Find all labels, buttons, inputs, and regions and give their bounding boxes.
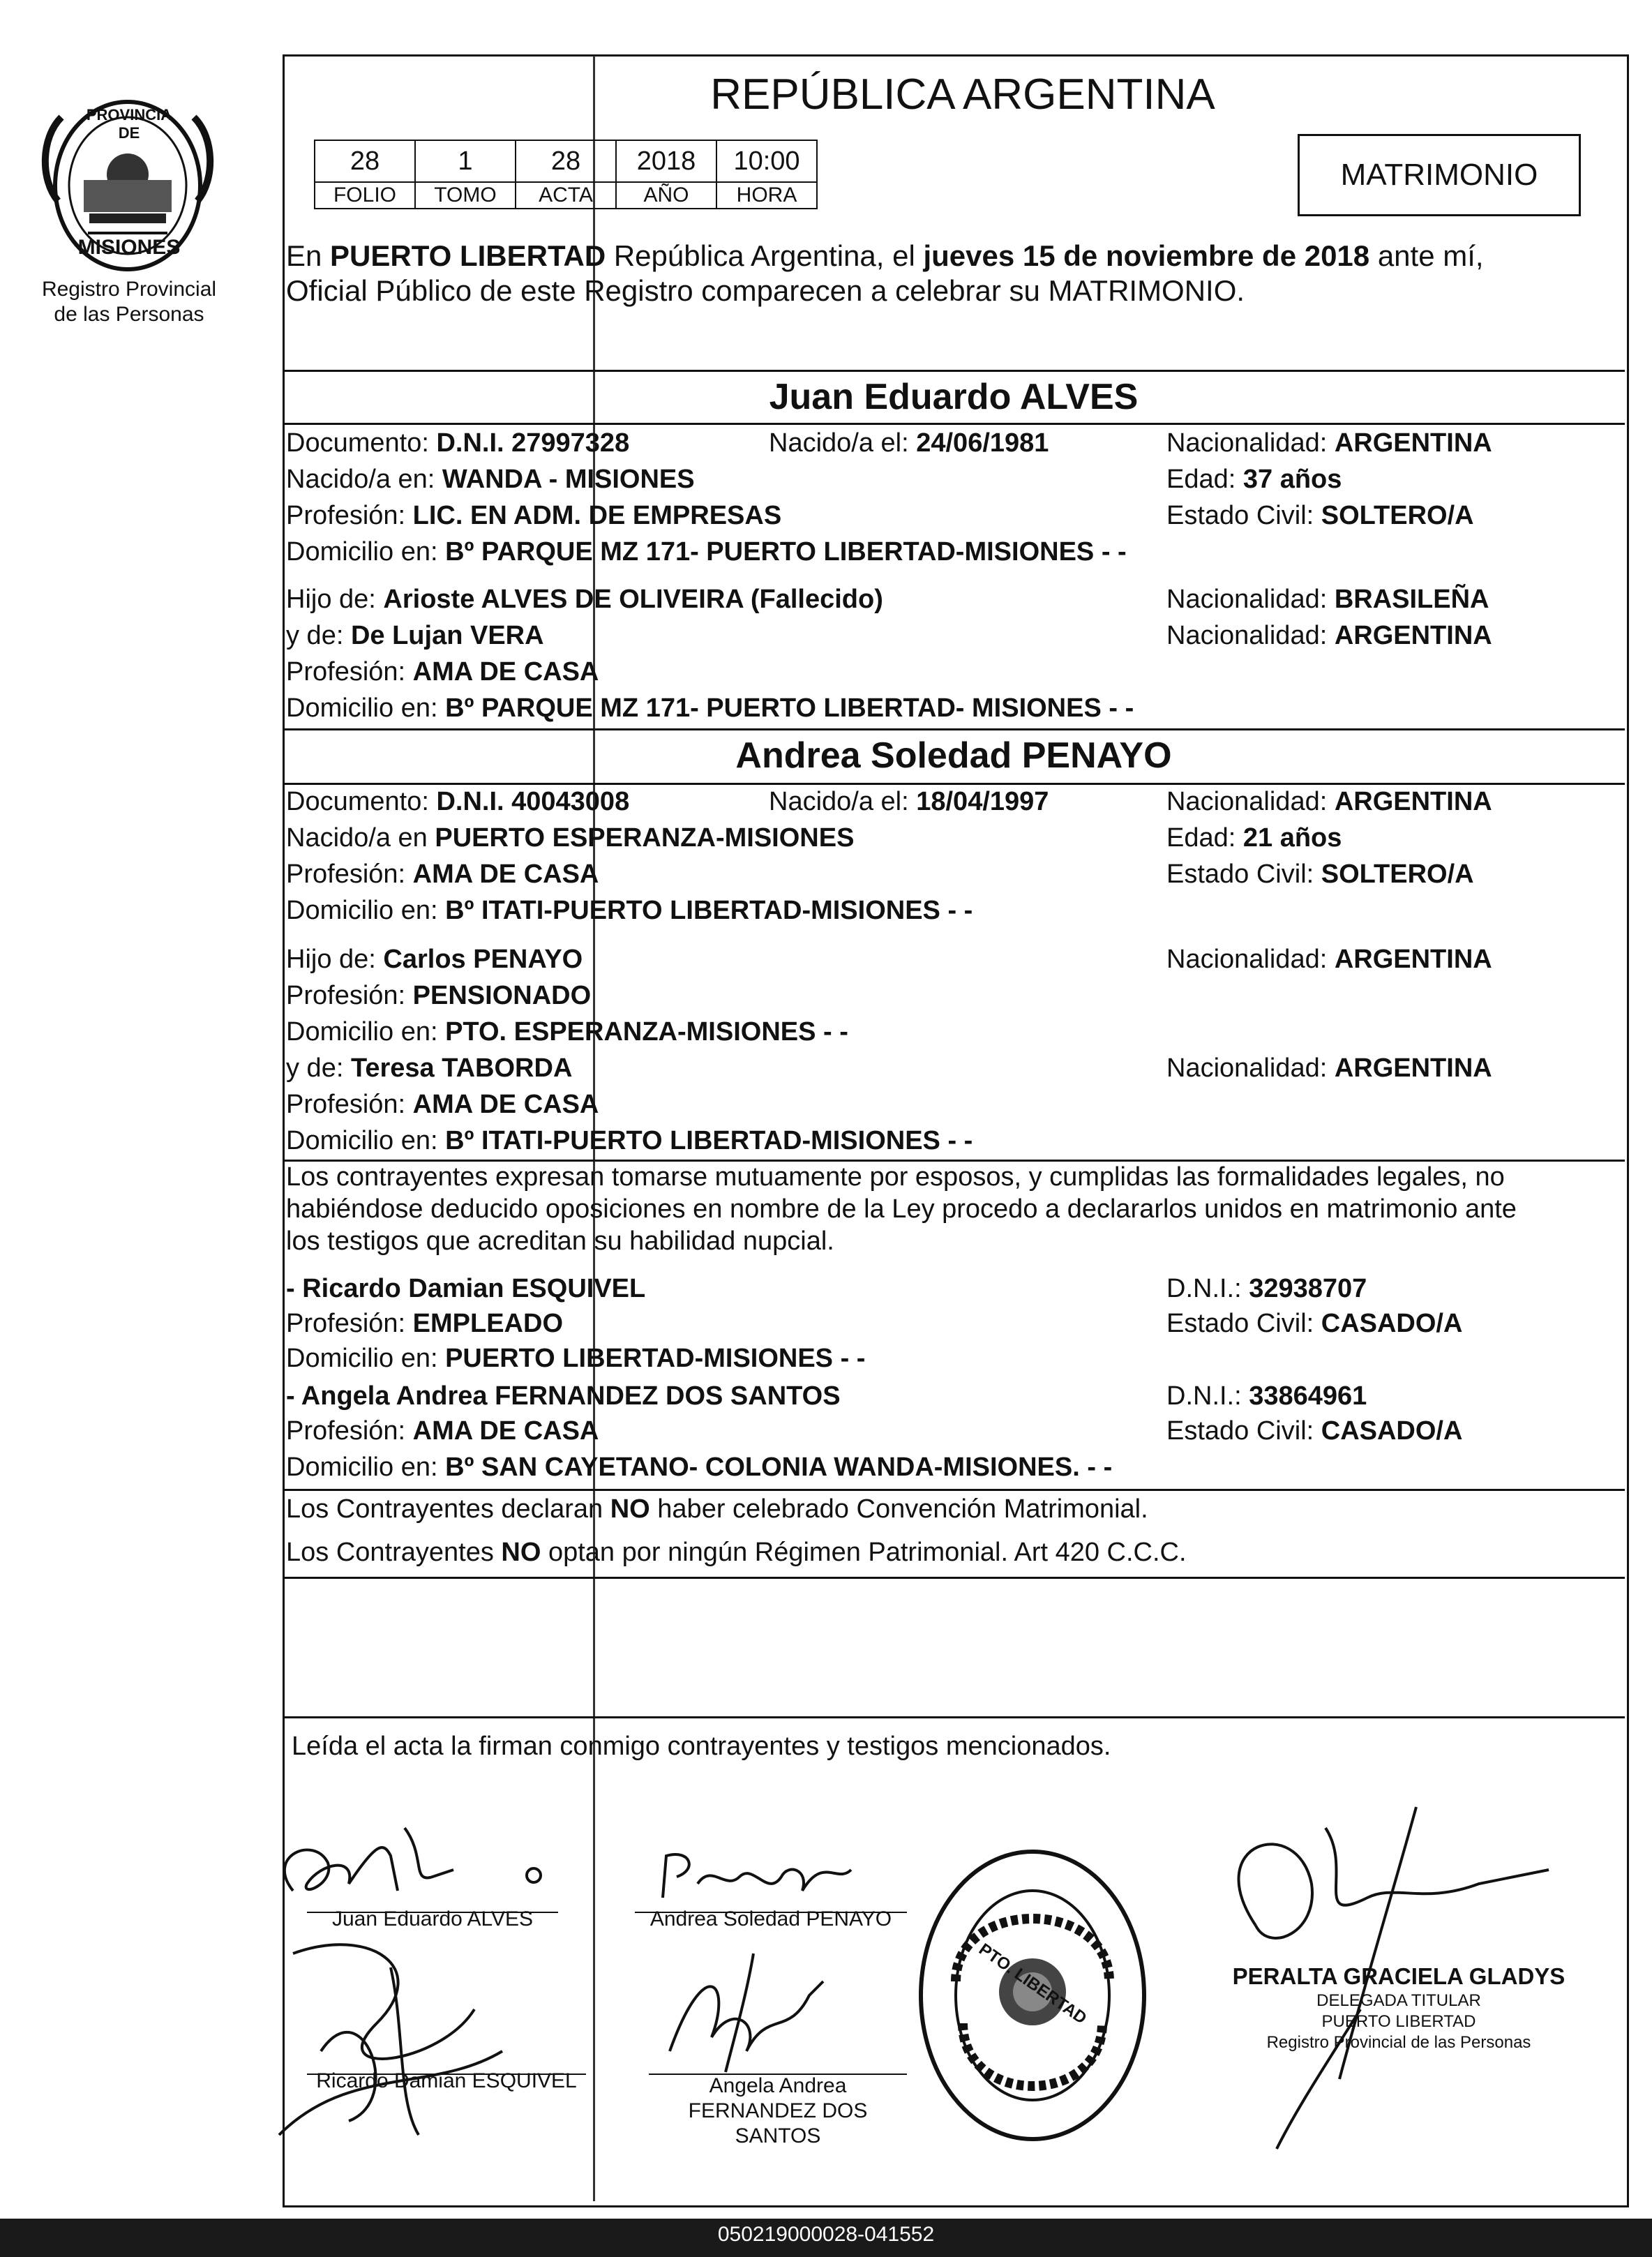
org-name-line2: de las Personas bbox=[54, 303, 204, 326]
spouse2-address: Domicilio en: Bº ITATI-PUERTO LIBERTAD-MISIONES - - bbox=[286, 896, 973, 925]
spouse1-document: Documento: D.N.I. 27997328 bbox=[286, 428, 630, 458]
witness1-address: Domicilio en: PUERTO LIBERTAD-MISIONES - - bbox=[286, 1344, 866, 1373]
spouse1-birth-date: Nacido/a el: 24/06/1981 bbox=[769, 428, 1049, 458]
intro-line1: En PUERTO LIBERTAD República Argentina, el jueves 15 de noviembre de 2018 ante mí, bbox=[286, 239, 1484, 272]
spouse2-father-profession: Profesión: PENSIONADO bbox=[286, 981, 592, 1010]
spouse1-civil-status: Estado Civil: SOLTERO/A bbox=[1166, 501, 1474, 530]
tomo-label: TOMO bbox=[415, 182, 516, 209]
document-type-box: MATRIMONIO bbox=[1298, 134, 1581, 216]
spouse1-name: Juan Eduardo ALVES bbox=[769, 377, 1139, 417]
spouse2-mother-nationality: Nacionalidad: ARGENTINA bbox=[1166, 1053, 1492, 1083]
divider bbox=[284, 370, 1625, 372]
intro-line2: Oficial Público de este Registro comparecen a celebrar su MATRIMONIO. bbox=[286, 274, 1245, 307]
spouse1-father-nationality: Nacionalidad: BRASILEÑA bbox=[1166, 585, 1489, 614]
spouse2-birthplace: Nacido/a en PUERTO ESPERANZA-MISIONES bbox=[286, 823, 855, 853]
page-title: REPÚBLICA ARGENTINA bbox=[710, 70, 1215, 119]
spouse1-mother: y de: De Lujan VERA bbox=[286, 621, 544, 650]
sig-name-angela-l2: FERNANDEZ DOS bbox=[688, 2099, 868, 2122]
officer-location: PUERTO LIBERTAD bbox=[1321, 2012, 1476, 2031]
officer-name: PERALTA GRACIELA GLADYS bbox=[1232, 1963, 1565, 1989]
hour-value: 10:00 bbox=[716, 140, 817, 182]
witness2-address: Domicilio en: Bº SAN CAYETANO- COLONIA WANDA-MISIONES. - - bbox=[286, 1453, 1113, 1482]
officer-title: DELEGADA TITULAR bbox=[1316, 1991, 1481, 2010]
sig-name-ricardo-esquivel: Ricardo Damian ESQUIVEL bbox=[316, 2069, 577, 2092]
spouse2-document: Documento: D.N.I. 40043008 bbox=[286, 787, 630, 816]
spouse2-nationality: Nacionalidad: ARGENTINA bbox=[1166, 787, 1492, 816]
spouse1-age: Edad: 37 años bbox=[1166, 465, 1342, 494]
witness2-dni: D.N.I.: 33864961 bbox=[1166, 1381, 1367, 1411]
witness2-civil-status: Estado Civil: CASADO/A bbox=[1166, 1416, 1463, 1446]
logo-ring-top: PROVINCIA DE bbox=[86, 106, 172, 142]
folio-value: 28 bbox=[315, 140, 415, 182]
spouse2-father-address: Domicilio en: PTO. ESPERANZA-MISIONES - - bbox=[286, 1017, 848, 1047]
sig-name-angela-l3: SANTOS bbox=[735, 2124, 821, 2147]
spouse2-profession: Profesión: AMA DE CASA bbox=[286, 860, 599, 889]
divider bbox=[284, 1716, 1625, 1718]
witness1-civil-status: Estado Civil: CASADO/A bbox=[1166, 1309, 1463, 1338]
declaration-line1: Los contrayentes expresan tomarse mutuamente por esposos, y cumplidas las formalidades legales, no bbox=[286, 1162, 1505, 1192]
signature-andrea-penayo bbox=[649, 1842, 886, 1912]
acta-value: 28 bbox=[516, 140, 616, 182]
divider bbox=[284, 1489, 1625, 1491]
declaration-line2: habiéndose deducido oposiciones en nombre de la Ley procedo a declararlos unidos en matrimonio ante bbox=[286, 1194, 1517, 1224]
spouse1-father: Hijo de: Arioste ALVES DE OLIVEIRA (Fallecido) bbox=[286, 585, 883, 614]
intro-place: PUERTO LIBERTAD bbox=[330, 239, 606, 272]
divider bbox=[284, 728, 1625, 730]
logo-ring-bottom: MISIONES bbox=[77, 236, 181, 259]
divider bbox=[284, 1577, 1625, 1579]
regime-line2: Los Contrayentes NO optan por ningún Régimen Patrimonial. Art 420 C.C.C. bbox=[286, 1538, 1187, 1567]
spouse2-name: Andrea Soledad PENAYO bbox=[735, 735, 1172, 776]
spouse2-mother: y de: Teresa TABORDA bbox=[286, 1053, 573, 1083]
witness1-name: - Ricardo Damian ESQUIVEL bbox=[286, 1274, 646, 1303]
spouse2-father: Hijo de: Carlos PENAYO bbox=[286, 945, 583, 974]
divider bbox=[284, 783, 1625, 785]
declaration-line3: los testigos que acreditan su habilidad nupcial. bbox=[286, 1227, 834, 1256]
spouse2-mother-profession: Profesión: AMA DE CASA bbox=[286, 1090, 599, 1119]
signature-angela-fernandez bbox=[649, 1940, 858, 2079]
spouse1-nationality: Nacionalidad: ARGENTINA bbox=[1166, 428, 1492, 458]
witness2-name: - Angela Andrea FERNANDEZ DOS SANTOS bbox=[286, 1381, 841, 1411]
spouse2-civil-status: Estado Civil: SOLTERO/A bbox=[1166, 860, 1474, 889]
officer-registry: Registro Provincial de las Personas bbox=[1266, 2033, 1531, 2052]
spouse1-birthplace: Nacido/a en: WANDA - MISIONES bbox=[286, 465, 695, 494]
sig-name-andrea-penayo: Andrea Soledad PENAYO bbox=[649, 1907, 892, 1930]
spouse2-birth-date: Nacido/a el: 18/04/1997 bbox=[769, 787, 1049, 816]
spouse1-address: Domicilio en: Bº PARQUE MZ 171- PUERTO LIBERTAD-MISIONES - - bbox=[286, 537, 1127, 567]
sig-name-juan-alves: Juan Eduardo ALVES bbox=[332, 1907, 533, 1930]
spouse1-profession: Profesión: LIC. EN ADM. DE EMPRESAS bbox=[286, 501, 782, 530]
spouse1-mother-nationality: Nacionalidad: ARGENTINA bbox=[1166, 621, 1492, 650]
spouse1-mother-profession: Profesión: AMA DE CASA bbox=[286, 657, 599, 687]
spouse2-age: Edad: 21 años bbox=[1166, 823, 1342, 853]
divider bbox=[284, 423, 1625, 425]
reference-table bbox=[314, 140, 818, 209]
signature-juan-alves bbox=[272, 1814, 565, 1919]
witness2-profession: Profesión: AMA DE CASA bbox=[286, 1416, 599, 1446]
closing-statement: Leída el acta la firman conmigo contrayentes y testigos mencionados. bbox=[292, 1732, 1111, 1761]
year-label: AÑO bbox=[616, 182, 716, 209]
witness1-profession: Profesión: EMPLEADO bbox=[286, 1309, 564, 1338]
org-name-line1: Registro Provincial bbox=[41, 278, 217, 301]
spouse1-parents-address: Domicilio en: Bº PARQUE MZ 171- PUERTO LIBERTAD- MISIONES - - bbox=[286, 693, 1134, 723]
spouse2-mother-address: Domicilio en: Bº ITATI-PUERTO LIBERTAD-MISIONES - - bbox=[286, 1126, 973, 1155]
tomo-value: 1 bbox=[415, 140, 516, 182]
spouse2-father-nationality: Nacionalidad: ARGENTINA bbox=[1166, 945, 1492, 974]
sig-name-angela-l1: Angela Andrea bbox=[709, 2074, 847, 2097]
regime-line1: Los Contrayentes declaran NO haber celebrado Convención Matrimonial. bbox=[286, 1494, 1148, 1524]
footer-code: 050219000028-041552 bbox=[717, 2223, 935, 2246]
intro-date: jueves 15 de noviembre de 2018 bbox=[923, 239, 1370, 272]
hour-label: HORA bbox=[716, 182, 817, 209]
stamp-center-text: PTO. LIBERTAD bbox=[975, 1940, 1090, 2028]
acta-label: ACTA bbox=[516, 182, 616, 209]
witness1-dni: D.N.I.: 32938707 bbox=[1166, 1274, 1367, 1303]
folio-label: FOLIO bbox=[315, 182, 415, 209]
signature-ricardo-esquivel bbox=[265, 1926, 516, 2149]
year-value: 2018 bbox=[616, 140, 716, 182]
